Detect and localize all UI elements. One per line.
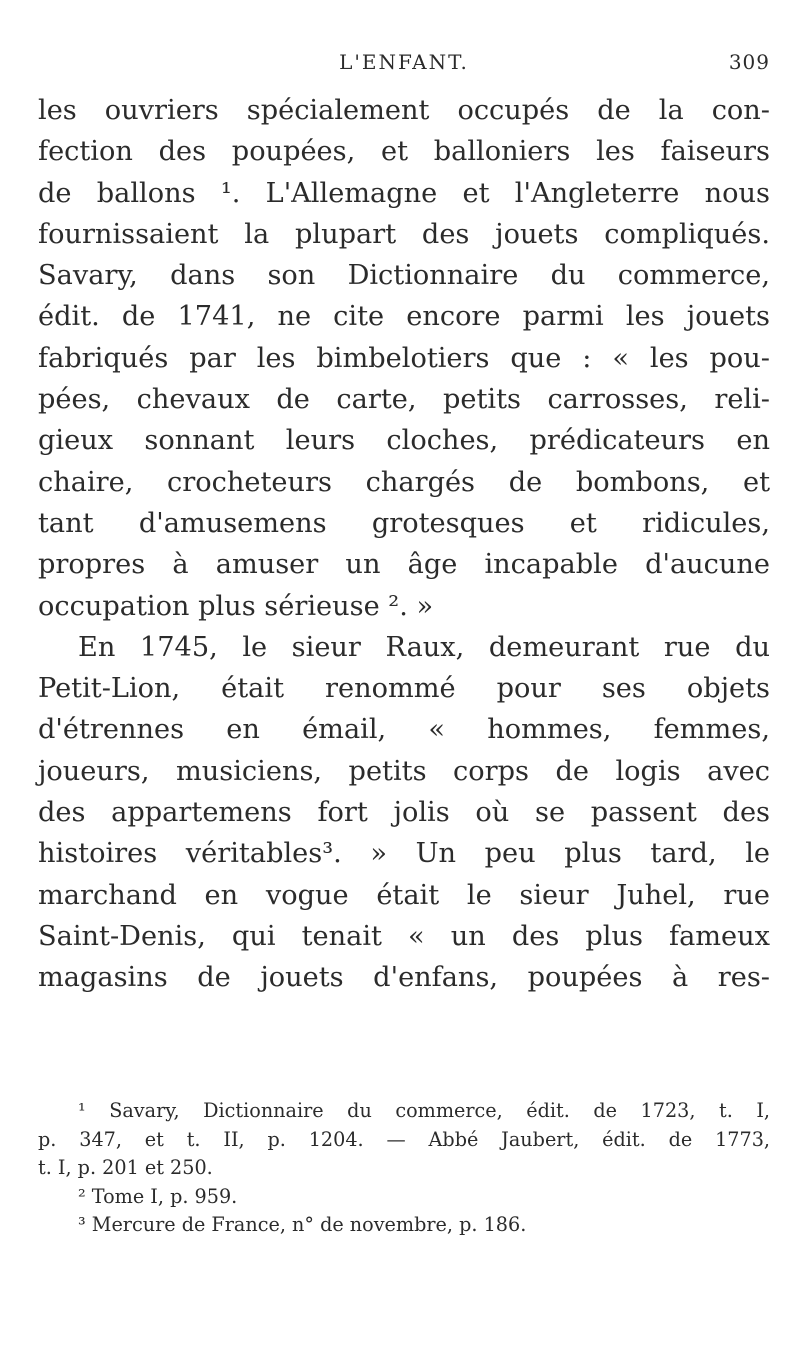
text-line: magasins de jouets d'enfans, poupées à res- [38,962,770,994]
text-line: édit. de 1741, ne cite encore parmi les jouets [38,301,770,333]
text-line: pées, chevaux de carte, petits carrosses, reli- [38,384,770,416]
text-line: Petit-Lion, était renommé pour ses objets [38,673,770,705]
text-line: chaire, crocheteurs chargés de bombons, et [38,466,770,498]
footnote-line: t. I, p. 201 et 250. [38,1156,213,1180]
text-line: tant d'amusemens grotesques et ridicules, [38,507,770,539]
text-line: d'étrennes en émail, « hommes, femmes, [38,714,770,746]
text-line: des appartemens fort jolis où se passent des [38,797,770,829]
text-line: Saint-Denis, qui tenait « un des plus fameux [38,920,770,952]
footnotes [38,1097,770,1240]
main-text [38,90,770,999]
text-line: fection des poupées, et balloniers les faiseurs [38,136,770,168]
footnote-line: p. 347, et t. II, p. 1204. — Abbé Jaubert, édit. de 1773, [38,1127,770,1151]
text-line: gieux sonnant leurs cloches, prédicateurs en [38,425,770,457]
footnote-line: ² Tome I, p. 959. [78,1184,238,1208]
text-line: propres à amuser un âge incapable d'aucune [38,549,770,581]
text-line: joueurs, musiciens, petits corps de logis avec [38,755,770,787]
text-line: marchand en vogue était le sieur Juhel, rue [38,879,770,911]
text-line: les ouvriers spécialement occupés de la con- [38,95,770,126]
text-line: fabriqués par les bimbelotiers que : « les pou- [38,342,770,374]
text-line: histoires véritables³. » Un peu plus tard, le [38,838,770,870]
text-line: de ballons ¹. L'Allemagne et l'Angleterre nous [38,177,770,209]
text-line: Savary, dans son Dictionnaire du commerce, [38,260,770,292]
text-line: En 1745, le sieur Raux, demeurant rue du [78,631,770,663]
text-line: occupation plus sérieuse ². » [38,590,434,622]
text-line: fournissaient la plupart des jouets compliqués. [38,218,770,250]
footnote-line: ¹ Savary, Dictionnaire du commerce, édit. de 1723, t. I, [78,1099,770,1122]
running-title: L'ENFANT. [339,50,469,74]
footnote-line: ³ Mercure de France, n° de novembre, p. 186. [78,1213,527,1237]
page-number: 309 [728,50,770,74]
running-head [38,50,770,80]
